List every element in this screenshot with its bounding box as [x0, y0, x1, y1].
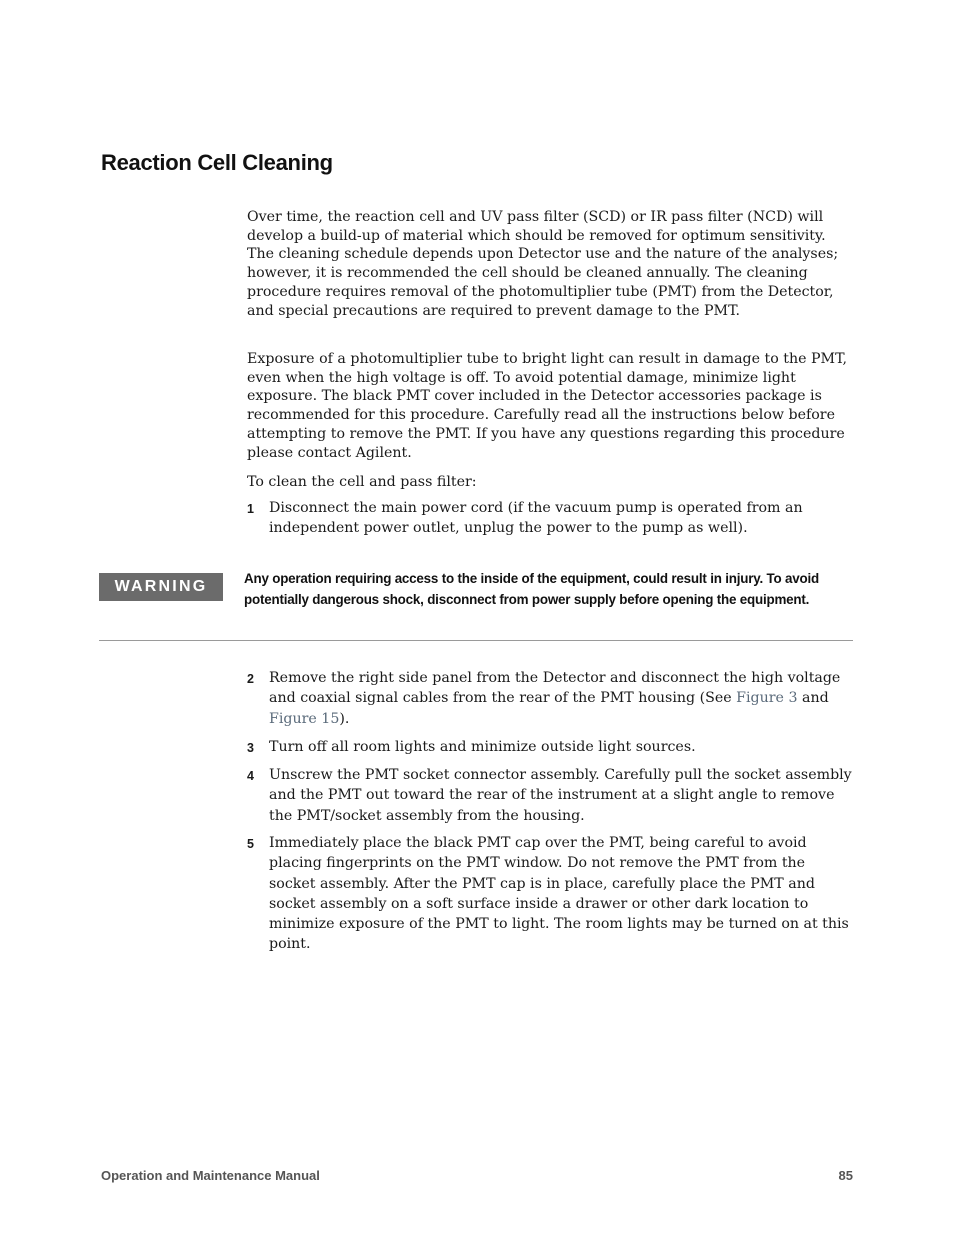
step-5	[247, 833, 853, 955]
exposure-paragraph	[247, 350, 853, 462]
warning-label: WARNING	[99, 573, 223, 601]
footer-page-number: 85	[838, 1168, 853, 1183]
step-number: 5	[247, 837, 254, 851]
step-text	[269, 668, 853, 729]
step-2-text-after: ).	[339, 710, 350, 727]
page-title: Reaction Cell Cleaning	[101, 150, 333, 175]
steps-intro-text: To clean the cell and pass filter:	[247, 474, 477, 490]
step-number: 4	[247, 769, 254, 783]
step-number: 3	[247, 741, 254, 755]
step-4	[247, 765, 853, 826]
step-text: Unscrew the PMT socket connector assembly. Carefully pull the socket assembly and the PMT out toward the rear of the instrument at a slight angle to remove the PMT/socket assembly from the housing.	[269, 767, 852, 824]
warning-divider	[99, 640, 853, 641]
step-2-text-mid: and	[797, 690, 829, 707]
intro-text: Over time, the reaction cell and UV pass filter (SCD) or IR pass filter (NCD) will develop a build-up of material which should be removed for optimum sensitivity. The cleaning schedule depends upon Detector use and the nature of the analyses; however, it is recommended the cell should be cleaned annually. The cleaning procedure requires removal of the photomultiplier tube (PMT) from the Detector, and special precautions are required to prevent damage to the PMT.	[247, 209, 839, 319]
step-1	[247, 498, 853, 539]
figure-15-link[interactable]: Figure 15	[269, 710, 340, 727]
steps-intro	[247, 473, 853, 492]
intro-paragraph	[247, 208, 853, 320]
step-text: Turn off all room lights and minimize outside light sources.	[269, 739, 696, 755]
step-number: 2	[247, 672, 254, 686]
step-2-text-before: Remove the right side panel from the Detector and disconnect the high voltage and coaxial signal cables from the rear of the PMT housing (See	[269, 670, 841, 707]
step-number: 1	[247, 502, 254, 516]
figure-3-link[interactable]: Figure 3	[736, 690, 798, 707]
step-text: Immediately place the black PMT cap over the PMT, being careful to avoid placing fingerprints on the PMT window. Do not remove the PMT from the socket assembly. After the PMT cap is in place, carefully place the PMT and socket assembly on a soft surface inside a drawer or other dark location to minimize exposure of the PMT to light. The room lights may be turned on at this point.	[269, 835, 849, 953]
step-text: Disconnect the main power cord (if the vacuum pump is operated from an independent power outlet, unplug the power to the pump as well).	[269, 500, 803, 537]
footer-manual-name: Operation and Maintenance Manual	[101, 1168, 320, 1183]
exposure-text: Exposure of a photomultiplier tube to bright light can result in damage to the PMT, even when the high voltage is off. To avoid potential damage, minimize light exposure. The black PMT cover included in the Detector accessories package is recommended for this procedure. Carefully read all the instructions below before attempting to remove the PMT. If you have any questions regarding this procedure please contact Agilent.	[247, 351, 847, 461]
step-2	[247, 668, 853, 729]
step-3	[247, 737, 853, 757]
warning-text: Any operation requiring access to the inside of the equipment, could result in injury. To avoid potentially dangerous shock, disconnect from power supply before opening the equipment.	[244, 571, 819, 607]
